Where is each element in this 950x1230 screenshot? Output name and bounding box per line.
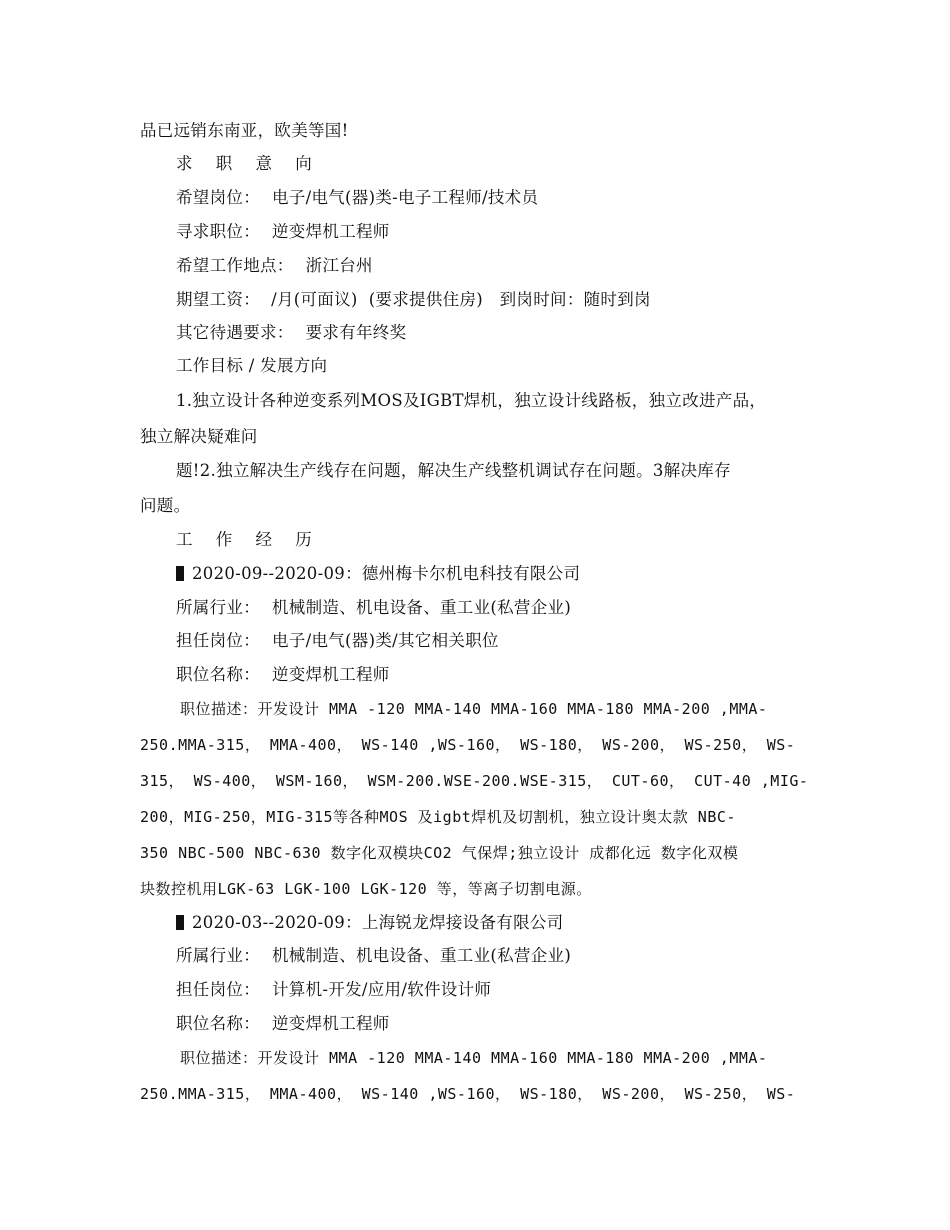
intention-heading: 求 职 意 向 (176, 154, 321, 173)
job-desc-line: 块数控机用LGK-63 LGK-100 LGK-120 等，等离子切割电源。 (140, 880, 592, 898)
seek-position-row (176, 221, 820, 243)
hope-position-value: 电子/电气(器)类-电子工程师/技术员 (272, 188, 539, 207)
position-label: 职位名称： (176, 665, 260, 684)
salary-line: 期望工资： /月(可面议) (要求提供住房) 到岗时间：随时到岗 (176, 290, 651, 309)
job-title-text: 2020-03--2020-09：上海锐龙焊接设备有限公司 (192, 913, 564, 932)
location-value: 浙江台州 (305, 256, 373, 275)
position-label: 职位名称： (176, 1014, 260, 1033)
goals-line-4: 问题。 (140, 496, 191, 515)
job-title-text: 2020-09--2020-09：德州梅卡尔机电科技有限公司 (192, 564, 581, 583)
job-post-row (176, 630, 820, 652)
job-desc-line: 250.MMA-315， MMA-400， WS-140 ,WS-160， WS-180， WS-200， WS-250， WS- (140, 736, 796, 754)
job-industry-row (176, 945, 820, 967)
location-row (176, 255, 820, 277)
benefits-row (176, 322, 820, 344)
job-desc-line: 250.MMA-315， MMA-400， WS-140 ,WS-160， WS-180， WS-200， WS-250， WS- (140, 1085, 796, 1103)
job-title-line (176, 912, 820, 934)
industry-value: 机械制造、机电设备、重工业(私营企业) (272, 946, 572, 965)
industry-label: 所属行业： (176, 946, 260, 965)
job-position-row (176, 664, 820, 686)
job-post-row (176, 979, 820, 1001)
hope-position-label: 希望岗位： (176, 188, 260, 207)
goals-heading: 工作目标 / 发展方向 (176, 356, 328, 375)
benefits-value: 要求有年终奖 (305, 323, 407, 342)
post-value: 计算机-开发/应用/软件设计师 (272, 980, 492, 999)
post-value: 电子/电气(器)类/其它相关职位 (272, 631, 499, 650)
position-value: 逆变焊机工程师 (272, 1014, 390, 1033)
benefits-label: 其它待遇要求： (176, 323, 294, 342)
goals-line-2: 独立解决疑难问 (140, 427, 258, 446)
intro-tail: 品已远销东南亚，欧美等国! (140, 121, 349, 140)
position-value: 逆变焊机工程师 (272, 665, 390, 684)
post-label: 担任岗位： (176, 980, 260, 999)
job-desc-line: 315， WS-400， WSM-160， WSM-200.WSE-200.WSE-315， CUT-60， CUT-40 ,MIG- (140, 772, 809, 790)
industry-value: 机械制造、机电设备、重工业(私营企业) (272, 598, 572, 617)
bullet-icon (176, 915, 184, 930)
job-desc-line: 职位描述：开发设计 MMA -120 MMA-140 MMA-160 MMA-180 MMA-200 ,MMA- (180, 1049, 768, 1067)
industry-label: 所属行业： (176, 598, 260, 617)
post-label: 担任岗位： (176, 631, 260, 650)
job-position-row (176, 1013, 820, 1035)
experience-heading: 工 作 经 历 (176, 530, 321, 549)
seek-position-value: 逆变焊机工程师 (272, 222, 390, 241)
job-desc-line: 200，MIG-250，MIG-315等各种MOS 及igbt焊机及切割机，独立设计奥太款 NBC- (140, 808, 736, 826)
location-label: 希望工作地点： (176, 256, 294, 275)
job-desc-line: 350 NBC-500 NBC-630 数字化双模块CO2 气保焊;独立设计 成都化远 数字化双模 (140, 844, 739, 862)
job-industry-row (176, 597, 820, 619)
hope-position-row (176, 187, 820, 209)
goals-line-3: 题!2.独立解决生产线存在问题，解决生产线整机调试存在问题。3解决库存 (176, 461, 731, 480)
goals-line-1: 1.独立设计各种逆变系列MOS及IGBT焊机，独立设计线路板，独立改进产品， (176, 391, 767, 410)
seek-position-label: 寻求职位： (176, 222, 260, 241)
job-desc-line: 职位描述：开发设计 MMA -120 MMA-140 MMA-160 MMA-180 MMA-200 ,MMA- (180, 700, 768, 718)
job-title-line (176, 563, 820, 585)
bullet-icon (176, 566, 184, 581)
